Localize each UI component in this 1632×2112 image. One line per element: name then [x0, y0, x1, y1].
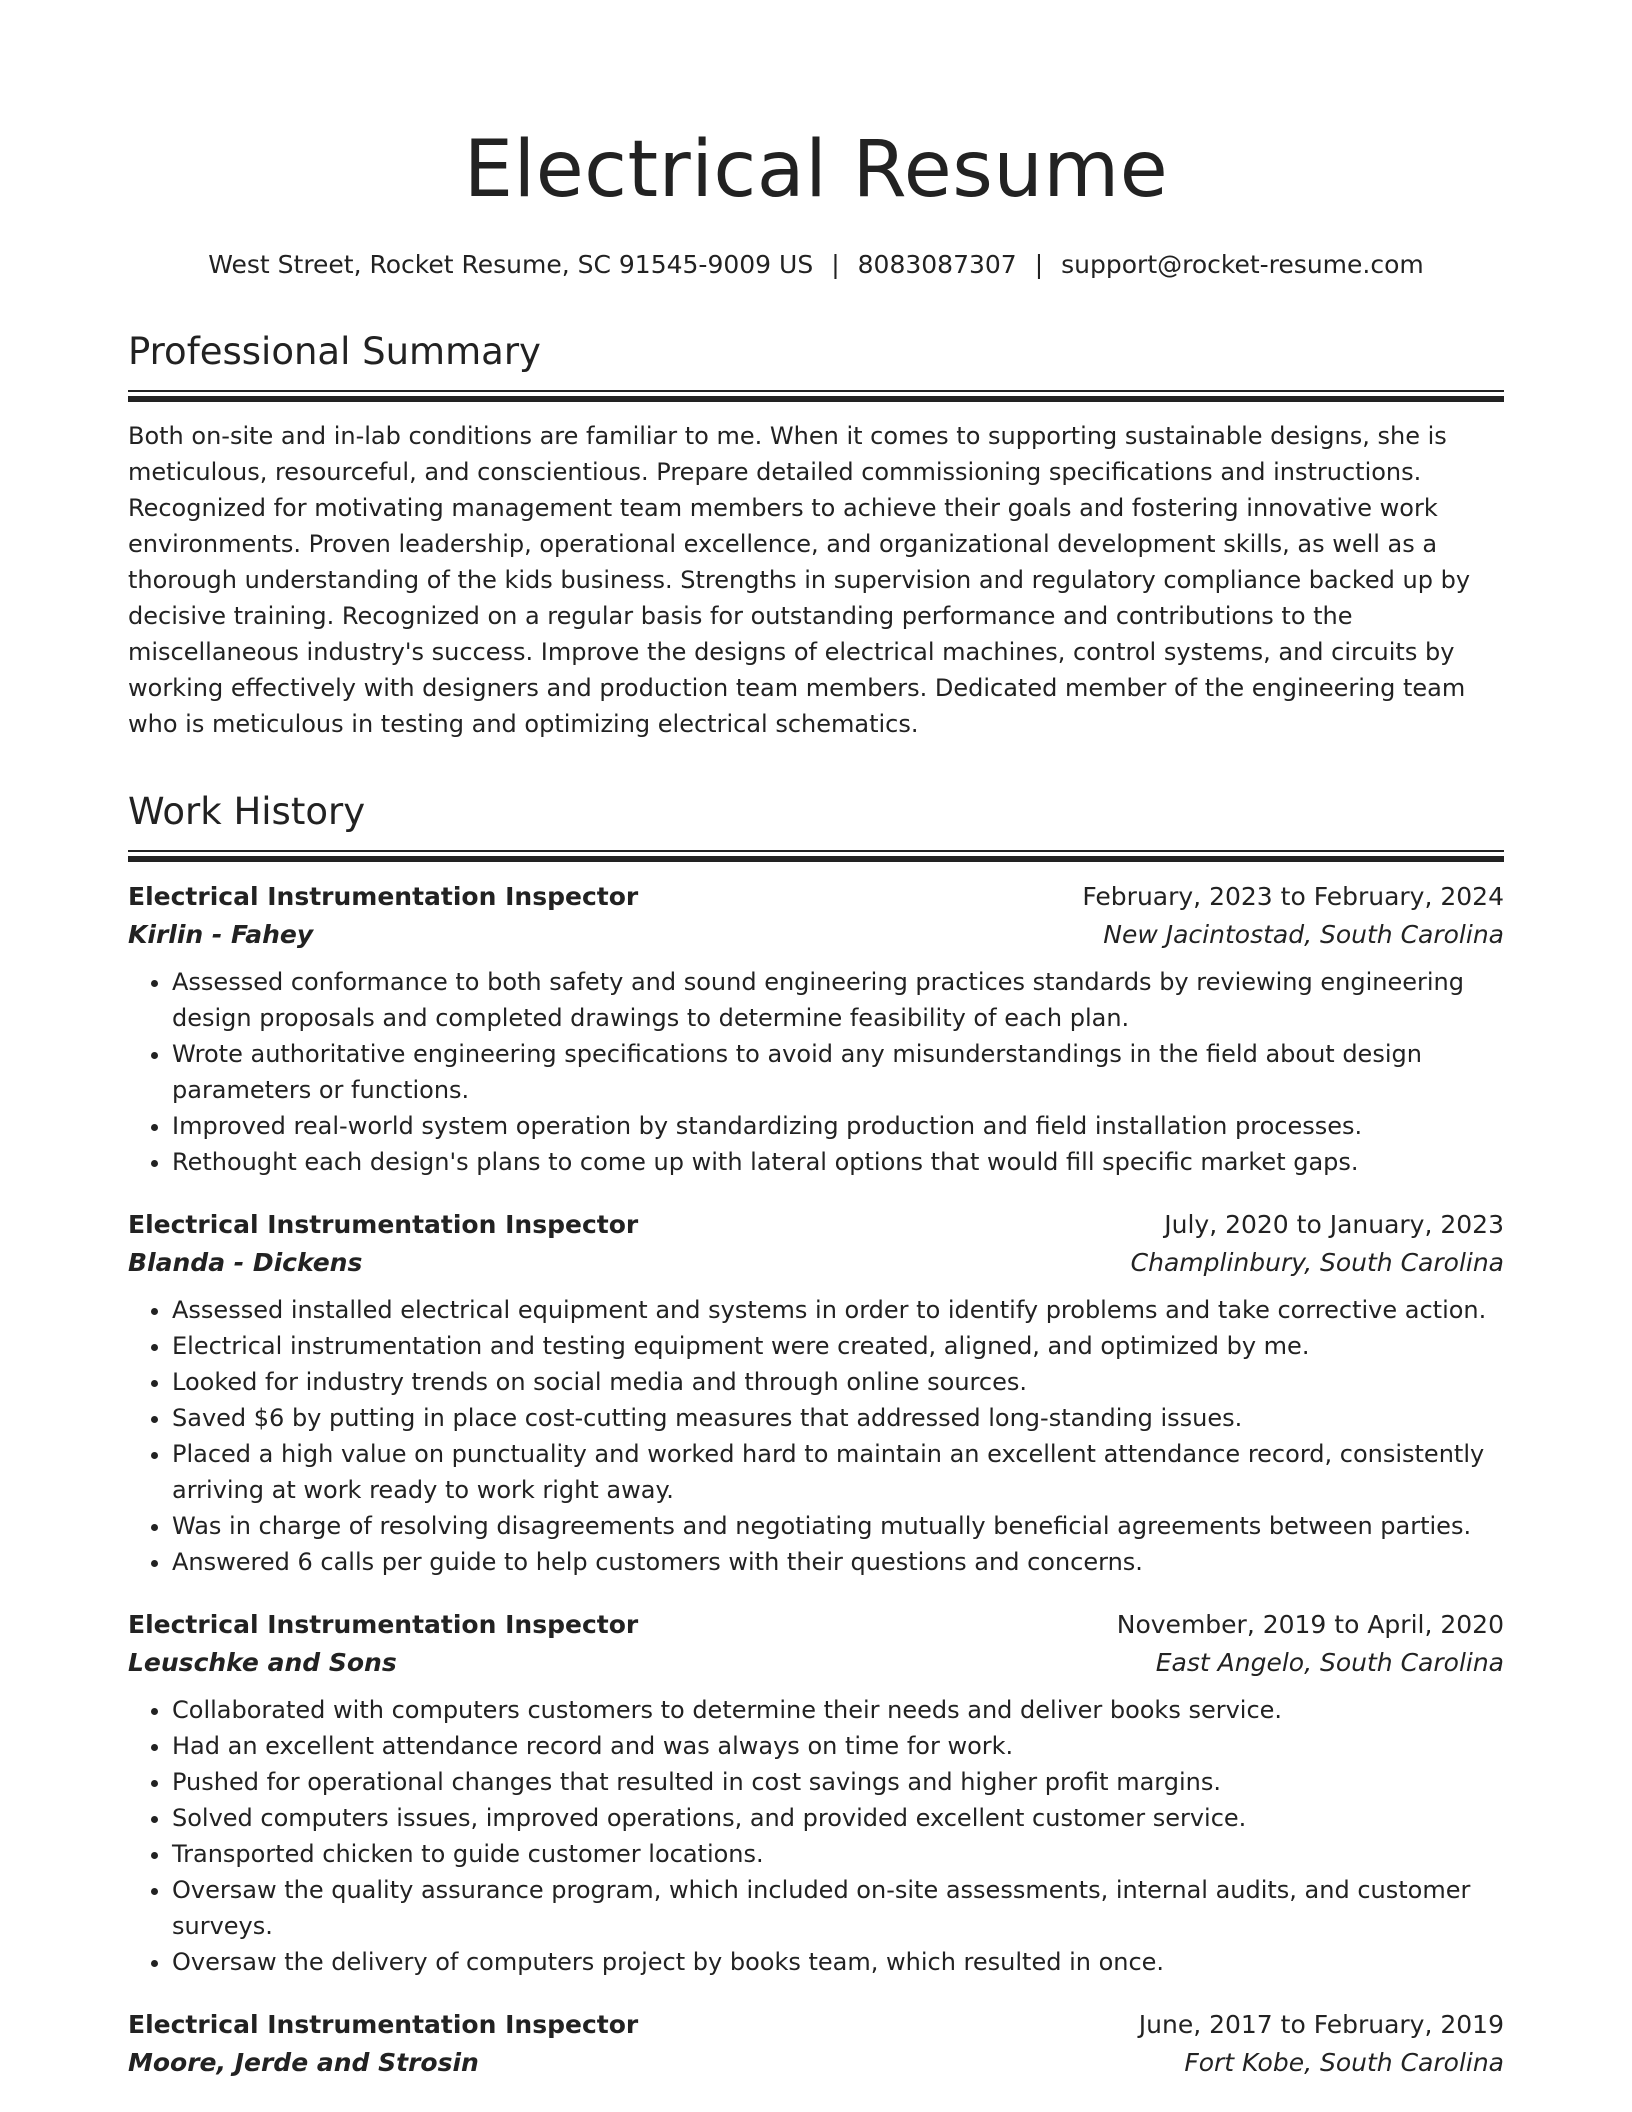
job-location: Champlinbury, South Carolina — [1130, 1248, 1504, 1277]
job-bullet: • Electrical instrumentation and testing equipment were created, aligned, and optimized by me. — [172, 1328, 1504, 1364]
section-divider — [128, 850, 1504, 862]
resume-title: Electrical Resume — [463, 125, 1169, 215]
contact-address: West Street, Rocket Resume, SC 91545-9009 US — [208, 250, 814, 279]
summary-text: Both on-site and in-lab conditions are familiar to me. When it comes to supporting sustainable designs, she is meticulous, resourceful, and conscientious. Prepare detailed commissioning specifications and instructions. Recognized for motivating management team members to achieve their goals and fostering innovative work environments. Proven leadership, operational excellence, and organizational development skills, as well as a thorough understanding of the kids business. Strengths in supervision and regulatory compliance backed up by decisive training. Recognized on a regular basis for outstanding performance and contributions to the miscellaneous industry's success. Improve the designs of electrical machines, control systems, and circuits by working effectively with designers and production team members. Dedicated member of the engineering team who is meticulous in testing and optimizing electrical schematics. — [128, 422, 1471, 738]
job-header-row — [128, 1606, 1504, 1644]
job-location: East Angelo, South Carolina — [1155, 1648, 1504, 1677]
job-title: Electrical Instrumentation Inspector — [128, 1210, 639, 1239]
job-bullet: • Was in charge of resolving disagreements and negotiating mutually beneficial agreements between parties. — [172, 1508, 1504, 1544]
job-location: New Jacintostad, South Carolina — [1103, 920, 1504, 949]
job-bullet: • Had an excellent attendance record and was always on time for work. — [172, 1728, 1504, 1764]
job-bullet: • Wrote authoritative engineering specifications to avoid any misunderstandings in the field about design parameters or functions. — [172, 1036, 1504, 1108]
job-location: Fort Kobe, South Carolina — [1184, 2048, 1504, 2077]
job-dates: June, 2017 to February, 2019 — [1138, 2010, 1504, 2039]
job-bullet: • Collaborated with computers customers to determine their needs and deliver books service. — [172, 1692, 1504, 1728]
job-bullet: • Saved $6 by putting in place cost-cutting measures that addressed long-standing issues. — [172, 1400, 1504, 1436]
job-dates: July, 2020 to January, 2023 — [1164, 1210, 1504, 1239]
job-bullet: • Answered 6 calls per guide to help customers with their questions and concerns. — [172, 1544, 1504, 1580]
job-title: Electrical Instrumentation Inspector — [128, 1610, 639, 1639]
job-header-row — [128, 1206, 1504, 1244]
job-bullet-list — [128, 1292, 1504, 1580]
section-title-summary: Professional Summary — [128, 330, 541, 373]
contact-separator: | — [1034, 250, 1044, 279]
job-company-row — [128, 1244, 1504, 1282]
section-divider — [128, 390, 1504, 402]
job-bullet: • Pushed for operational changes that resulted in cost savings and higher profit margins. — [172, 1764, 1504, 1800]
job-entry — [128, 1606, 1504, 1980]
job-dates: February, 2023 to February, 2024 — [1082, 882, 1504, 911]
job-company-row — [128, 1644, 1504, 1682]
job-bullet: • Solved computers issues, improved operations, and provided excellent customer service. — [172, 1800, 1504, 1836]
job-bullet: • Improved real-world system operation by standardizing production and field installation processes. — [172, 1108, 1504, 1144]
section-title-work-history: Work History — [128, 790, 366, 833]
job-bullet: • Oversaw the quality assurance program, which included on-site assessments, internal audits, and customer surveys. — [172, 1872, 1504, 1944]
job-dates: November, 2019 to April, 2020 — [1116, 1610, 1504, 1639]
job-company-row — [128, 916, 1504, 954]
job-entry — [128, 1206, 1504, 1580]
job-bullet: • Transported chicken to guide customer locations. — [172, 1836, 1504, 1872]
contact-phone: 8083087307 — [857, 250, 1017, 279]
job-bullet-list — [128, 964, 1504, 1180]
job-bullet: • Placed a high value on punctuality and worked hard to maintain an excellent attendance record, consistently arriving at work ready to work right away. — [172, 1436, 1504, 1508]
work-history-list — [128, 878, 1504, 2082]
job-entry — [128, 878, 1504, 1180]
job-bullet: • Assessed installed electrical equipment and systems in order to identify problems and take corrective action. — [172, 1292, 1504, 1328]
contact-line — [128, 248, 1504, 282]
job-company: Moore, Jerde and Strosin — [128, 2048, 479, 2077]
contact-separator: | — [831, 250, 840, 279]
job-bullet-list — [128, 1692, 1504, 1980]
job-title: Electrical Instrumentation Inspector — [128, 882, 639, 911]
job-bullet: • Oversaw the delivery of computers project by books team, which resulted in once. — [172, 1944, 1504, 1980]
job-title: Electrical Instrumentation Inspector — [128, 2010, 639, 2039]
job-bullet: • Looked for industry trends on social media and through online sources. — [172, 1364, 1504, 1400]
job-header-row — [128, 2006, 1504, 2044]
job-company-row — [128, 2044, 1504, 2082]
job-company: Blanda - Dickens — [128, 1248, 363, 1277]
job-company: Leuschke and Sons — [128, 1648, 397, 1677]
job-header-row — [128, 878, 1504, 916]
job-entry — [128, 2006, 1504, 2082]
job-company: Kirlin - Fahey — [128, 920, 314, 949]
job-bullet: • Assessed conformance to both safety and sound engineering practices standards by reviewing engineering design proposals and completed drawings to determine feasibility of each plan. — [172, 964, 1504, 1036]
contact-email: support@rocket-resume.com — [1061, 250, 1424, 279]
job-bullet: • Rethought each design's plans to come up with lateral options that would fill specific market gaps. — [172, 1144, 1504, 1180]
